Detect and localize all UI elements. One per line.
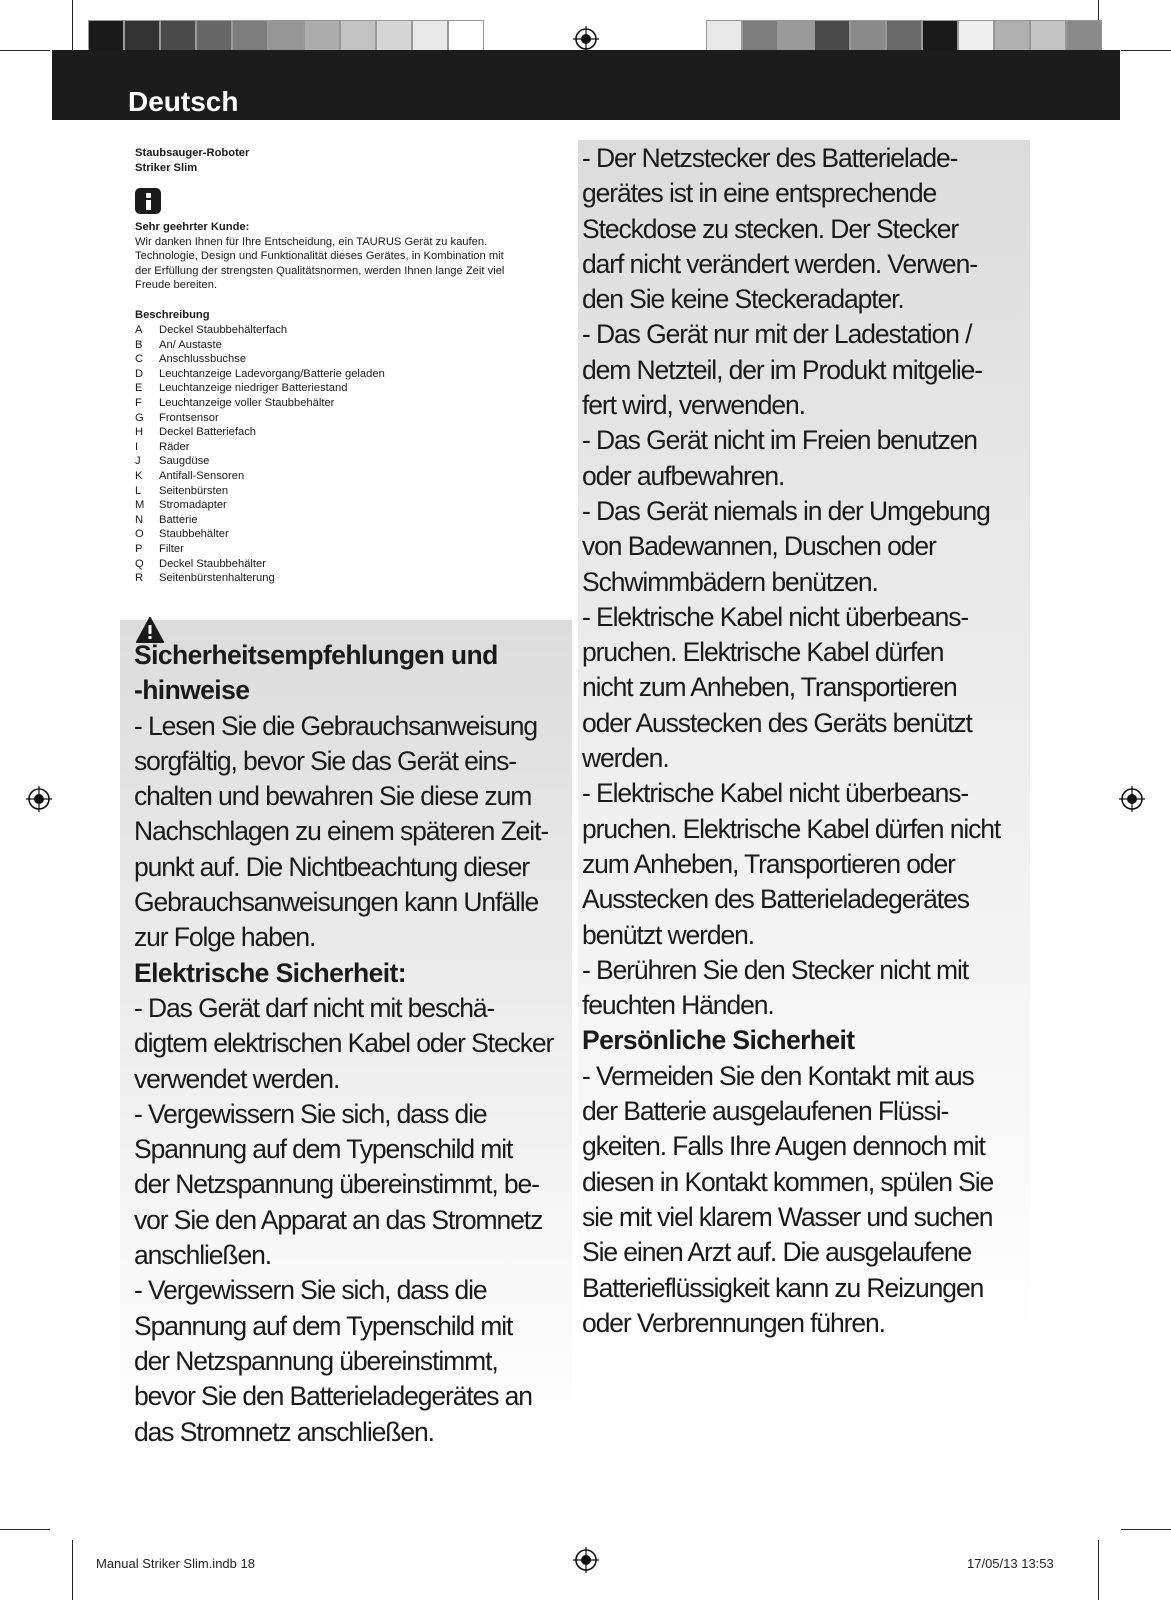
registration-mark-icon: [573, 1547, 599, 1573]
body-line: gerätes ist in eine entsprechende: [582, 178, 937, 209]
crop-mark: [72, 0, 73, 50]
body-line: vor Sie den Apparat an das Stromnetz: [134, 1204, 543, 1235]
description-label: Anschlussbuchse: [159, 353, 247, 366]
body-line: dem Netzteil, der im Produkt mitgelie-: [582, 354, 983, 385]
body-line: fert wird, verwenden.: [582, 390, 805, 421]
body-line: pruchen. Elektrische Kabel dürfen nicht: [582, 813, 1001, 844]
description-item: [135, 498, 385, 513]
body-line: pruchen. Elektrische Kabel dürfen: [582, 637, 944, 668]
body-line: - Elektrische Kabel nicht überbeans-: [582, 778, 969, 809]
body-line: feuchten Händen.: [582, 990, 774, 1021]
section-heading: -hinweise: [134, 675, 250, 706]
description-item: [135, 323, 385, 338]
body-line: Steckdose zu stecken. Der Stecker: [582, 213, 959, 244]
description-label: Seitenbürstenhalterung: [159, 572, 275, 585]
crop-mark: [1121, 1529, 1171, 1530]
body-line: - Der Netzstecker des Batterielade-: [582, 143, 958, 173]
description-key: P: [135, 542, 143, 555]
body-line: benützt werden.: [582, 919, 755, 950]
body-line: - Elektrische Kabel nicht überbeans-: [582, 601, 969, 632]
intro-line: der Erfüllung der strengsten Qualitätsnormen, werden Ihnen lange Zeit viel: [135, 264, 505, 277]
description-item: [135, 527, 385, 542]
description-key: G: [135, 411, 144, 424]
description-key: J: [135, 455, 141, 468]
body-line: - Das Gerät darf nicht mit beschä-: [134, 992, 495, 1023]
description-key: L: [135, 484, 142, 497]
body-line: Gebrauchsanweisungen kann Unfälle: [134, 887, 539, 918]
description-item: [135, 352, 385, 367]
description-label: An/ Austaste: [159, 338, 222, 351]
description-key: A: [135, 324, 143, 336]
description-key: M: [135, 499, 145, 512]
registration-mark-icon: [1119, 786, 1145, 812]
body-line: Batterieflüssigkeit kann zu Reizungen: [582, 1272, 984, 1303]
registration-mark-icon: [573, 26, 599, 52]
description-key: C: [135, 353, 144, 366]
body-line: digtem elektrischen Kabel oder Stecker: [134, 1028, 554, 1059]
body-line: Schwimmbädern benützen.: [582, 566, 878, 597]
body-line: Ausstecken des Batterieladegerätes: [582, 884, 969, 915]
description-item: [135, 396, 385, 411]
body-line: das Stromnetz anschließen.: [134, 1416, 434, 1447]
body-line: der Netzspannung übereinstimmt,: [134, 1345, 498, 1376]
intro-line: Technologie, Design und Funktionalität dieses Gerätes, in Kombination mit: [135, 250, 504, 263]
description-label: Leuchtanzeige niedriger Batteriestand: [159, 382, 348, 395]
body-line: - Berühren Sie den Stecker nicht mit: [582, 954, 969, 985]
registration-mark-icon: [26, 786, 52, 812]
description-item: [135, 440, 385, 455]
intro-block: [135, 220, 504, 293]
intro-line: Wir danken Ihnen für Ihre Entscheidung, ein TAURUS Gerät zu kaufen.: [135, 235, 488, 248]
body-line: werden.: [582, 743, 669, 774]
description-item: [135, 571, 385, 586]
description-key: O: [135, 528, 144, 541]
section-heading: Elektrische Sicherheit:: [134, 957, 406, 988]
greeting: Sehr geehrter Kunde:: [135, 221, 250, 233]
body-line: punkt auf. Die Nichtbeachtung dieser: [134, 851, 529, 882]
body-line: diesen in Kontakt kommen, spülen Sie: [582, 1166, 994, 1197]
body-line: verwendet werden.: [134, 1063, 340, 1094]
body-line: chalten und bewahren Sie diese zum: [134, 781, 532, 812]
description-item: [135, 367, 385, 382]
description-item: [135, 425, 385, 440]
description-item: [135, 513, 385, 528]
body-line: anschließen.: [134, 1240, 272, 1271]
body-line: Spannung auf dem Typenschild mit: [134, 1134, 513, 1165]
description-label: Deckel Staubbehälterfach: [159, 324, 288, 336]
description-key: R: [135, 572, 144, 585]
body-line: Sie einen Arzt auf. Die ausgelaufene: [582, 1237, 972, 1268]
description-label: Räder: [159, 440, 190, 453]
body-line: sorgfältig, bevor Sie das Gerät eins-: [134, 745, 517, 776]
description-key: D: [135, 367, 144, 380]
body-line: Nachschlagen zu einem späteren Zeit-: [134, 816, 549, 847]
description-item: [135, 381, 385, 396]
section-heading: Sicherheitsempfehlungen und: [134, 640, 498, 670]
description-label: Deckel Batteriefach: [159, 426, 257, 439]
footer-file: Manual Striker Slim.indb 18: [96, 1556, 255, 1571]
crop-mark: [0, 50, 50, 51]
description-label: Leuchtanzeige voller Staubbehälter: [159, 396, 335, 409]
body-line: bevor Sie den Batterieladegerätes an: [134, 1381, 532, 1412]
product-line-2: Striker Slim: [135, 161, 198, 174]
description-label: Frontsensor: [159, 411, 219, 424]
body-line: Spannung auf dem Typenschild mit: [134, 1310, 513, 1341]
body-line: den Sie keine Steckeradapter.: [582, 284, 904, 315]
body-line: - Vermeiden Sie den Kontakt mit aus: [582, 1060, 974, 1091]
info-icon: [135, 188, 161, 214]
description-label: Antifall-Sensoren: [159, 469, 245, 482]
body-line: sie mit viel klarem Wasser und suchen: [582, 1201, 993, 1232]
description-item: [135, 411, 385, 426]
body-line: - Das Gerät nicht im Freien benutzen: [582, 425, 977, 456]
description-key: E: [135, 382, 143, 395]
crop-mark: [1121, 50, 1171, 51]
crop-mark: [0, 1529, 50, 1530]
description-item: [135, 484, 385, 499]
body-line: oder Ausstecken des Geräts benützt: [582, 707, 972, 738]
description-key: N: [135, 513, 144, 526]
description-key: I: [135, 440, 139, 453]
description-label: Filter: [159, 542, 184, 555]
description-label: Seitenbürsten: [159, 484, 229, 497]
description-item: [135, 338, 385, 353]
description-label: Stromadapter: [159, 499, 227, 512]
body-line: oder Verbrennungen führen.: [582, 1307, 885, 1338]
description-title-wrap: [135, 308, 210, 323]
description-key: B: [135, 338, 143, 351]
body-line: nicht zum Anheben, Transportieren: [582, 672, 957, 703]
body-line: zur Folge haben.: [134, 922, 316, 953]
description-label: Saugdüse: [159, 455, 210, 468]
body-line: - Vergewissern Sie sich, dass die: [134, 1098, 487, 1129]
description-list: [135, 323, 385, 586]
language-title: Deutsch: [128, 86, 239, 117]
body-line: der Batterie ausgelaufenen Flüssi-: [582, 1096, 949, 1127]
crop-mark: [1098, 1540, 1099, 1600]
description-item: [135, 557, 385, 572]
product-line-1: Staubsauger-Roboter: [135, 147, 250, 159]
left-column-text: [134, 638, 574, 1450]
description-label: Leuchtanzeige Ladevorgang/Batterie geladen: [159, 367, 385, 380]
product-name: [135, 146, 249, 175]
description-key: H: [135, 426, 144, 439]
body-line: - Lesen Sie die Gebrauchsanweisung: [134, 710, 538, 741]
header-band: [52, 50, 1120, 120]
description-key: K: [135, 469, 143, 482]
body-line: - Das Gerät niemals in der Umgebung: [582, 495, 990, 526]
body-line: von Badewannen, Duschen oder: [582, 531, 936, 562]
description-label: Deckel Staubbehälter: [159, 557, 266, 570]
description-item: [135, 469, 385, 484]
body-line: gkeiten. Falls Ihre Augen dennoch mit: [582, 1131, 985, 1162]
right-column-text: [582, 141, 1022, 1341]
description-key: Q: [135, 557, 144, 570]
intro-line: Freude bereiten.: [135, 279, 218, 292]
description-item: [135, 454, 385, 469]
description-title: Beschreibung: [135, 309, 210, 321]
body-line: der Netzspannung übereinstimmt, be-: [134, 1169, 539, 1200]
description-item: [135, 542, 385, 557]
section-heading: Persönliche Sicherheit: [582, 1025, 855, 1056]
description-key: F: [135, 396, 142, 409]
description-label: Staubbehälter: [159, 528, 229, 541]
footer-date: 17/05/13 13:53: [967, 1556, 1054, 1571]
body-line: - Das Gerät nur mit der Ladestation /: [582, 319, 972, 350]
body-line: darf nicht verändert werden. Verwen-: [582, 248, 977, 279]
crop-mark: [72, 1540, 73, 1600]
description-label: Batterie: [159, 513, 198, 526]
body-line: zum Anheben, Transportieren oder: [582, 848, 955, 879]
body-line: oder aufbewahren.: [582, 460, 785, 491]
body-line: - Vergewissern Sie sich, dass die: [134, 1275, 487, 1306]
